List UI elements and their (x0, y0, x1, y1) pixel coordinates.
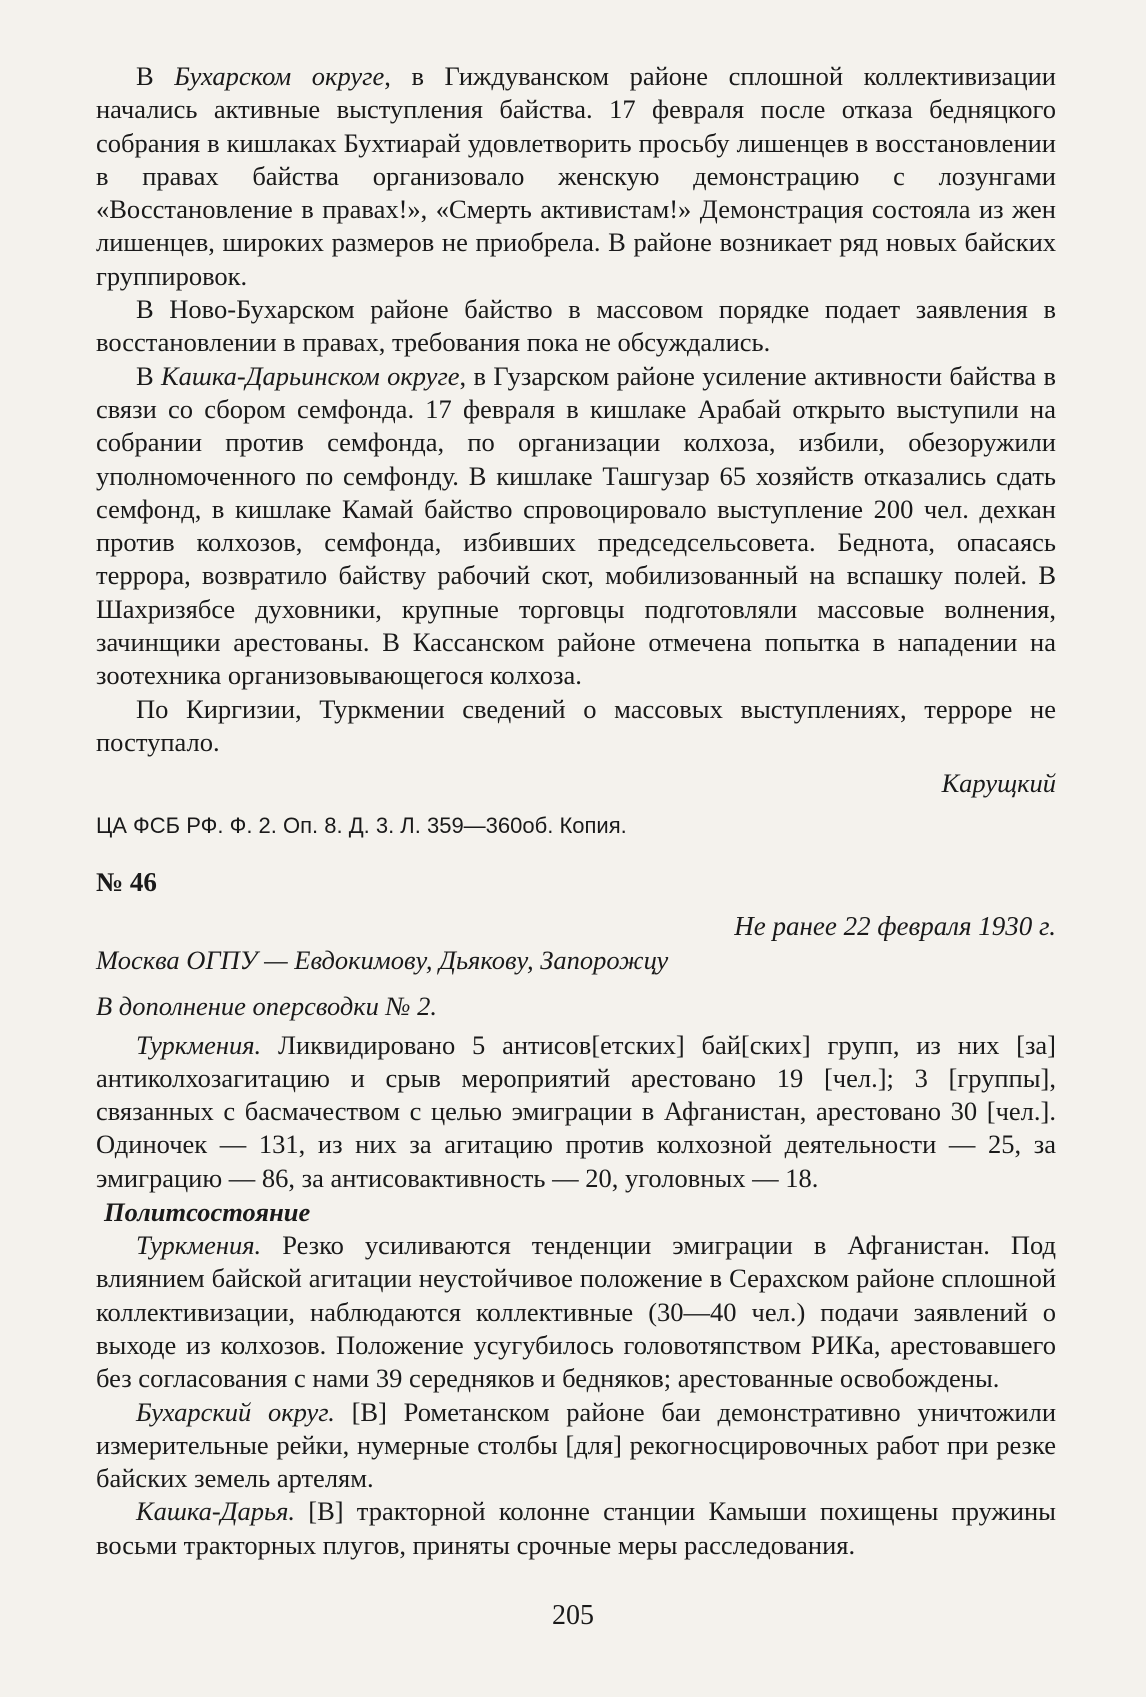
region-name: Туркмения. (136, 1230, 262, 1261)
paragraph-lead: В (136, 61, 175, 91)
paragraph-turkmenia-2 (96, 1229, 1056, 1395)
paragraph-text: Резко усиливаются тенденции эмиграции в Афганистан. Под влиянием байской агитации неустойчивое положение в Серахском районе сплошной коллективизации, наблюдаются коллективные (30—40 чел.) подачи заявлений о выходе из колхозов. Положение усугубилось головотяпством РИКа, арестовавшего без согласования с нами 39 середняков и бедняков; арестованные освобождены. (96, 1230, 1056, 1394)
document-supplement: В дополнение оперсводки № 2. (96, 990, 438, 1021)
document-date: Не ранее 22 февраля 1930 г. (734, 910, 1056, 941)
section-title: Политсостояние (104, 1197, 311, 1228)
region-name: Кашка-Дарья. (136, 1496, 296, 1527)
paragraph-text: [В] Рометанском районе баи демонстративно уничтожили измерительные рейки, нумерные столбы [для] рекогносцировочных работ при резке байских земель артелям. (96, 1396, 1056, 1494)
paragraph-text: , в Гузарском районе усиление активности байства в связи со сбором семфонда. 17 февраля в кишлаке Арабай открыто выступили на собрании против семфонда, по организации колхоза, избили, обезоружили уполномоченного по семфонду. В кишлаке Ташгузар 65 хозяйств отказались сдать семфонд, в кишлаке Камай байство спровоцировало выступление 200 чел. дехкан против колхозов, семфонда, избивших председсельсовета. Беднота, опасаясь террора, возвратило байству рабочий скот, мобилизованный на вспашку полей. В Шахризябсе духовники, крупные торговцы подготовляли массовые волнения, зачинщики арестованы. В Кассанском районе отмечена попытка в нападении на зоотехника организовывающегося колхоза. (96, 360, 1056, 691)
archive-reference: ЦА ФСБ РФ. Ф. 2. Оп. 8. Д. 3. Л. 359—360об. Копия. (96, 812, 627, 838)
region-name: Кашка-Дарьинском округе (161, 360, 460, 391)
paragraph-kashka-darya-1 (96, 360, 1056, 693)
paragraph-lead: В (136, 360, 162, 391)
page-content (96, 60, 1056, 1562)
page-number: 205 (552, 1600, 594, 1631)
paragraph-text: , в Гиждуванском районе сплошной коллективизации начались активные выступления байства. 17 февраля после отказа бедняцкого собрания в кишлаках Бухтиарай удовлетворить просьбу лишенцев в восстановлении в правах байства организовало женскую демонстрацию с лозунгами «Восстановление в правах!», «Смерть активистам!» Демонстрация состояла из жен лишенцев, широких размеров не приобрела. В районе возникает ряд новых байских группировок. (96, 61, 1056, 291)
paragraph-bukhara-2 (96, 1396, 1056, 1496)
paragraph-novo-bukhara: В Ново-Бухарском районе байство в массовом порядке подает заявления в восстановлении в правах, требования пока не обсуждались. (96, 294, 1056, 358)
paragraph-text: [В] тракторной колонне станции Камыши похищены пружины восьми тракторных плугов, приняты срочные меры расследования. (96, 1496, 1056, 1560)
document-addressee: Москва ОГПУ — Евдокимову, Дьякову, Запорожцу (96, 944, 669, 975)
paragraph-turkmenia-1 (96, 1029, 1056, 1195)
region-name: Туркмения. (136, 1029, 262, 1060)
paragraph-text: Ликвидировано 5 антисов[етских] бай[ских] групп, из них [за] антиколхозагитацию и срыв мероприятий арестовано 19 [чел.]; 3 [группы], связанных с басмачеством с целью эмиграции в Афганистан, арестовано 30 [чел.]. Одиночек — 131, из них за агитацию против колхозной деятельности — 25, за эмиграцию — 86, за антисовактивность — 20, уголовных — 18. (96, 1029, 1056, 1193)
region-name: Бухарском округе (174, 61, 385, 91)
region-name: Бухарский округ. (136, 1396, 335, 1427)
paragraph-kirgizia: По Киргизии, Туркмении сведений о массовых выступлениях, терроре не поступало. (96, 693, 1056, 757)
paragraph-kashka-darya-2 (96, 1495, 1056, 1562)
paragraph-bukhara-1 (96, 60, 1056, 293)
document-number: № 46 (96, 866, 157, 897)
signature: Карущкий (941, 768, 1056, 799)
